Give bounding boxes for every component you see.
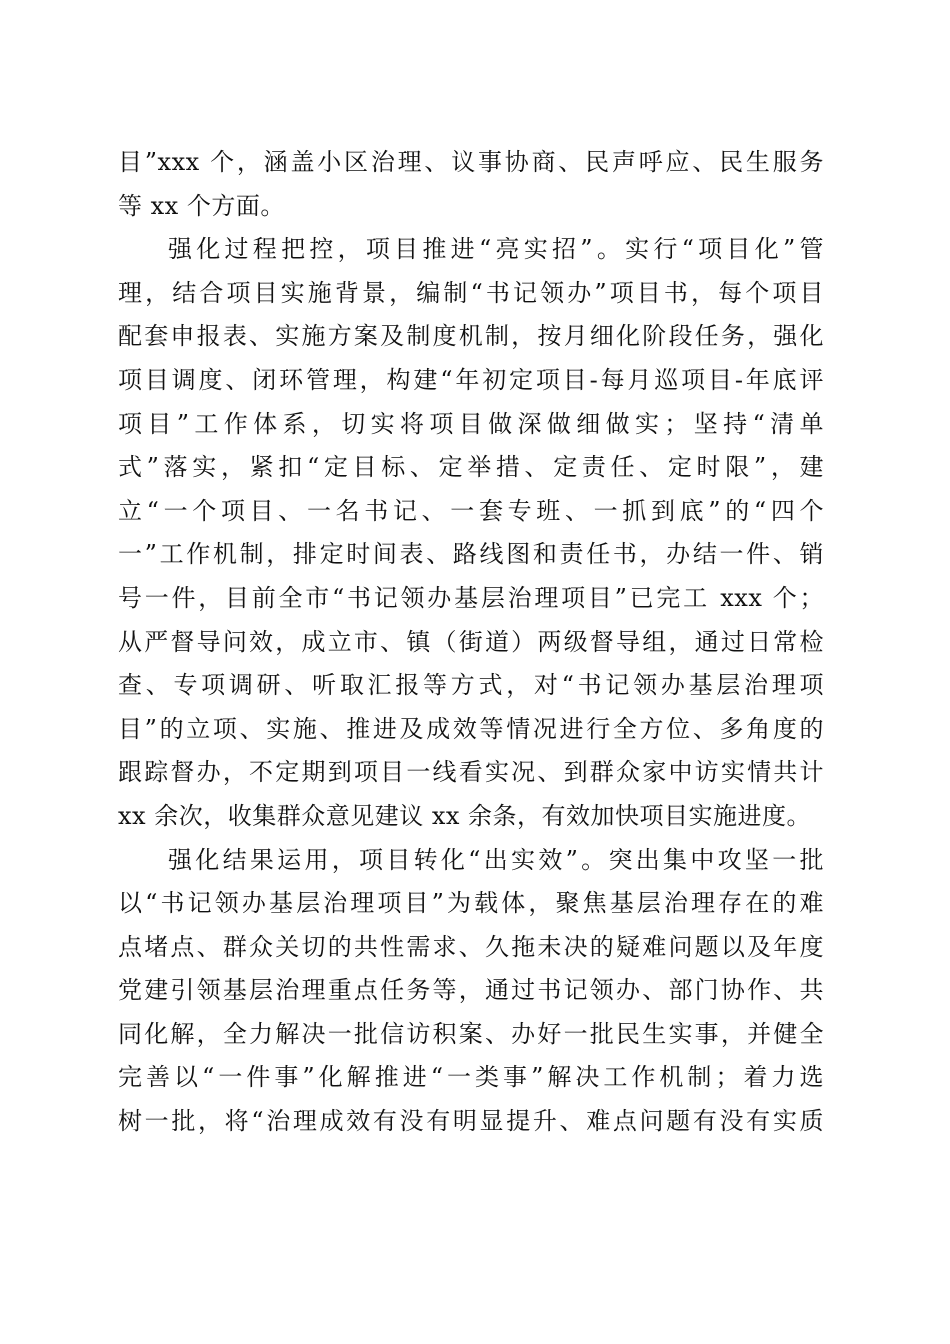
text-line: 以“书记领办基层治理项目”为载体，聚焦基层治理存在的难 [118,889,824,918]
text-line: 目”xxx 个，涵盖小区治理、议事协商、民声呼应、民生服务 [118,148,824,176]
paragraph-results-application [118,839,824,1144]
text-line: 查、专项调研、听取汇报等方式，对“书记领办基层治理项 [118,671,824,700]
text-line: 强化过程把控，项目推进“亮实招”。实行“项目化”管 [168,235,824,264]
text-line: 从严督导问效，成立市、镇（街道）两级督导组，通过日常检 [118,627,824,656]
paragraph-project-coverage [118,141,824,228]
text-line: 点堵点、群众关切的共性需求、久拖未决的疑难问题以及年度 [118,932,824,961]
body-text [118,141,824,1144]
text-line: xx 余次，收集群众意见建议 xx 余条，有效加快项目实施进度。 [118,801,812,830]
text-line: 目”的立项、实施、推进及成效等情况进行全方位、多角度的 [118,714,824,743]
paragraph-process-control [118,228,824,838]
text-line: 同化解，全力解决一批信访积案、办好一批民生实事，并健全 [118,1019,824,1048]
text-line: 理，结合项目实施背景，编制“书记领办”项目书，每个项目 [118,278,824,307]
text-line: 完善以“一件事”化解推进“一类事”解决工作机制；着力选 [118,1063,824,1092]
text-line: 项目”工作体系，切实将项目做深做细做实；坚持“清单 [118,409,824,438]
text-line: 树一批，将“治理成效有没有明显提升、难点问题有没有实质 [118,1107,824,1136]
text-line: 等 xx 个方面。 [118,191,285,220]
text-line: 立“一个项目、一名书记、一套专班、一抓到底”的“四个 [118,496,824,525]
text-line: 一”工作机制，排定时间表、路线图和责任书，办结一件、销 [118,540,824,569]
text-line: 项目调度、闭环管理，构建“年初定项目-每月巡项目-年底评 [118,365,824,394]
text-line: 强化结果运用，项目转化“出实效”。突出集中攻坚一批 [168,845,824,874]
text-line: 党建引领基层治理重点任务等，通过书记领办、部门协作、共 [118,976,824,1005]
text-line: 号一件，目前全市“书记领办基层治理项目”已完工 xxx 个； [118,583,824,612]
text-line: 配套申报表、实施方案及制度机制，按月细化阶段任务，强化 [118,322,824,351]
text-line: 跟踪督办，不定期到项目一线看实况、到群众家中访实情共计 [118,758,824,787]
text-line: 式”落实，紧扣“定目标、定举措、定责任、定时限”，建 [118,453,824,482]
